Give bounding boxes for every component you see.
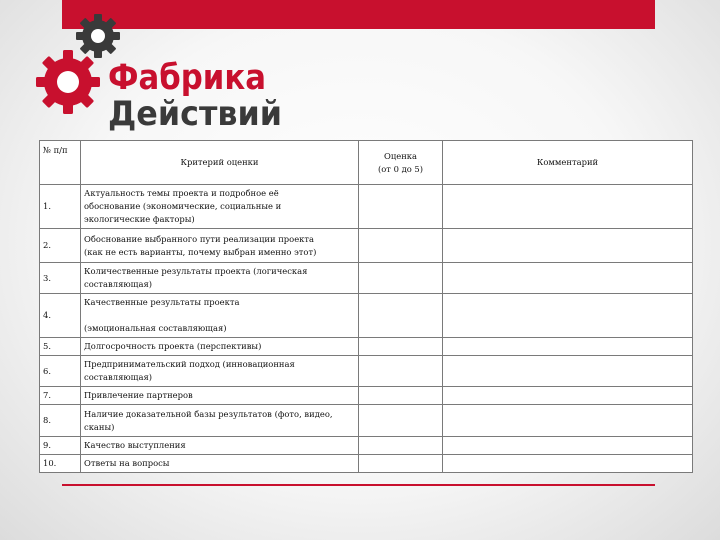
row-number: 8. xyxy=(40,405,81,437)
row-score-cell[interactable] xyxy=(359,338,443,356)
row-number: 2. xyxy=(40,229,81,263)
logo-text-line1: Фабрика xyxy=(108,58,266,98)
row-comment-cell[interactable] xyxy=(443,455,693,473)
row-comment-cell[interactable] xyxy=(443,229,693,263)
row-score-cell[interactable] xyxy=(359,387,443,405)
row-score-cell[interactable] xyxy=(359,263,443,294)
table-row xyxy=(40,437,693,455)
row-number: 1. xyxy=(40,185,81,229)
row-number: 3. xyxy=(40,263,81,294)
row-comment-cell[interactable] xyxy=(443,263,693,294)
row-comment-cell[interactable] xyxy=(443,294,693,338)
row-score-cell[interactable] xyxy=(359,356,443,387)
header-score xyxy=(359,141,443,185)
row-criterion: Количественные результаты проекта (логическая составляющая) xyxy=(81,263,359,294)
row-criterion: Предпринимательский подход (инновационная составляющая) xyxy=(81,356,359,387)
dark-gear-icon xyxy=(76,14,120,58)
table-row xyxy=(40,294,693,338)
table-row xyxy=(40,387,693,405)
row-comment-cell[interactable] xyxy=(443,356,693,387)
table-row xyxy=(40,229,693,263)
row-number: 4. xyxy=(40,294,81,338)
row-score-cell[interactable] xyxy=(359,229,443,263)
row-score-cell[interactable] xyxy=(359,437,443,455)
bottom-accent-rule xyxy=(62,484,655,486)
table-row xyxy=(40,455,693,473)
table-row xyxy=(40,263,693,294)
row-score-cell[interactable] xyxy=(359,405,443,437)
evaluation-criteria-table xyxy=(39,140,693,473)
row-criterion: Актуальность темы проекта и подробное её обоснование (экономические, социальные и экологические факторы) xyxy=(81,185,359,229)
row-score-cell[interactable] xyxy=(359,455,443,473)
row-criterion: Наличие доказательной базы результатов (фото, видео, сканы) xyxy=(81,405,359,437)
row-number: 6. xyxy=(40,356,81,387)
row-number: 9. xyxy=(40,437,81,455)
header-score-range: (от 0 до 5) xyxy=(377,163,424,174)
row-score-cell[interactable] xyxy=(359,185,443,229)
row-criterion: Обоснование выбранного пути реализации проекта (как не есть варианты, почему выбран именно этот) xyxy=(81,229,359,263)
row-comment-cell[interactable] xyxy=(443,185,693,229)
row-comment-cell[interactable] xyxy=(443,338,693,356)
row-number: 5. xyxy=(40,338,81,356)
row-number: 10. xyxy=(40,455,81,473)
table-header-row xyxy=(40,141,693,185)
header-score-title: Оценка xyxy=(383,150,418,161)
header-number: № п/п xyxy=(40,141,81,185)
row-criterion: Качественные результаты проекта (эмоциональная составляющая) xyxy=(81,294,359,338)
header-criterion: Критерий оценки xyxy=(81,141,359,185)
table-row xyxy=(40,356,693,387)
row-comment-cell[interactable] xyxy=(443,387,693,405)
row-criterion: Привлечение партнеров xyxy=(81,387,359,405)
row-score-cell[interactable] xyxy=(359,294,443,338)
table-row xyxy=(40,405,693,437)
row-criterion: Качество выступления xyxy=(81,437,359,455)
table-row xyxy=(40,185,693,229)
header-comment: Комментарий xyxy=(443,141,693,185)
row-criterion: Долгосрочность проекта (перспективы) xyxy=(81,338,359,356)
table-row xyxy=(40,338,693,356)
row-number: 7. xyxy=(40,387,81,405)
red-gear-icon xyxy=(36,50,100,114)
logo-text-line2: Действий xyxy=(108,94,282,132)
row-comment-cell[interactable] xyxy=(443,437,693,455)
row-comment-cell[interactable] xyxy=(443,405,693,437)
fabrika-deystviy-logo xyxy=(28,12,298,132)
row-criterion: Ответы на вопросы xyxy=(81,455,359,473)
